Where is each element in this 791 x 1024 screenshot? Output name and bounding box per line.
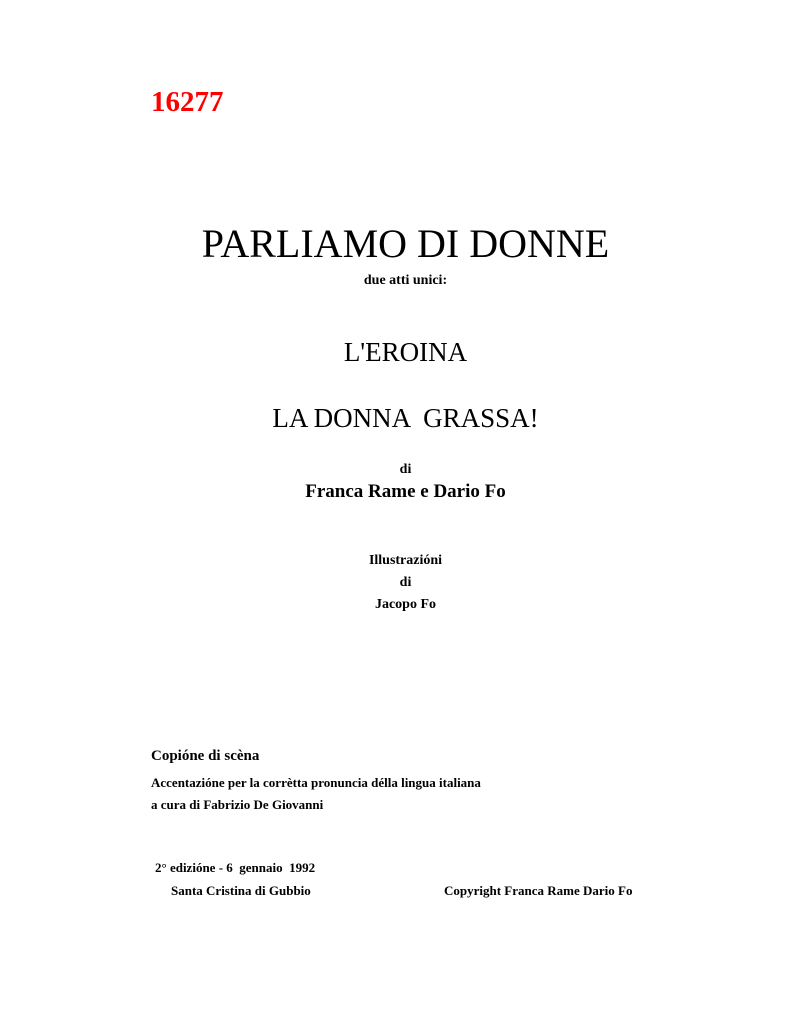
illustrations-by-label: di <box>399 575 412 590</box>
illustrations-label: Illustrazióni <box>368 553 443 568</box>
by-label: di <box>399 462 412 477</box>
edition-info: 2° edizióne - 6 gennaio 1992 <box>155 860 316 875</box>
play-title-2: LA DONNA GRASSA! <box>272 403 539 433</box>
script-label: Copióne di scèna <box>151 748 260 764</box>
document-number: 16277 <box>151 86 224 118</box>
subtitle: due atti unici: <box>363 273 448 288</box>
authors: Franca Rame e Dario Fo <box>305 481 506 502</box>
play-title-1: L'EROINA <box>343 337 468 367</box>
curator-note: a cura di Fabrizio De Giovanni <box>151 797 324 812</box>
place-info: Santa Cristina di Gubbio <box>171 883 311 898</box>
illustrator-name: Jacopo Fo <box>374 597 437 612</box>
accent-note: Accentazióne per la corrètta pronuncia délla lingua italiana <box>151 775 481 790</box>
copyright-info: Copyright Franca Rame Dario Fo <box>444 883 633 898</box>
main-title: PARLIAMO DI DONNE <box>201 221 610 266</box>
